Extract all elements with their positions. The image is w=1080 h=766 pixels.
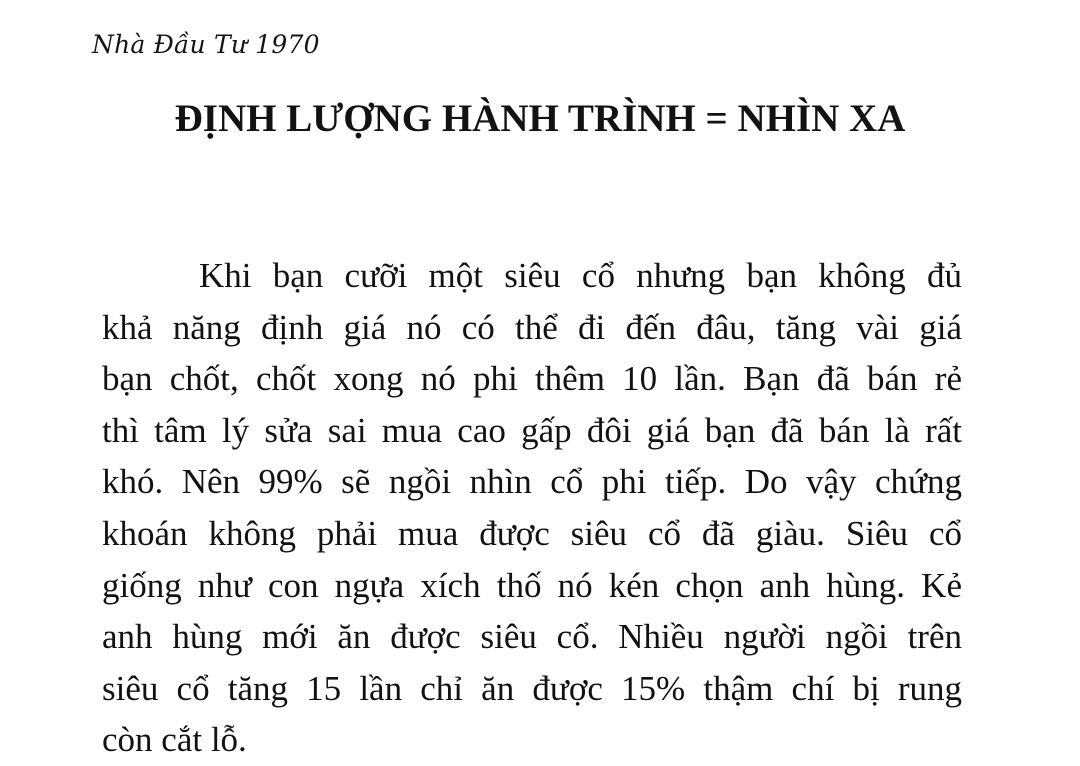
paragraph-line: thì tâm lý sửa sai mua cao gấp đôi giá bạn đã bán là rất xyxy=(102,410,962,450)
paragraph-line: giống như con ngựa xích thố nó kén chọn anh hùng. Kẻ xyxy=(102,565,962,605)
paragraph-line: khó. Nên 99% sẽ ngồi nhìn cổ phi tiếp. Do vậy chứng xyxy=(102,462,962,502)
paragraph-line: siêu cổ tăng 15 lần chỉ ăn được 15% thậm chí bị rung xyxy=(102,668,962,708)
header-note: Nhà Đầu Tư 1970 xyxy=(92,30,320,59)
page-title: ĐỊNH LƯỢNG HÀNH TRÌNH = NHÌN XA xyxy=(174,97,906,140)
paragraph-line: Khi bạn cưỡi một siêu cổ nhưng bạn không đủ xyxy=(199,256,962,295)
body-paragraph xyxy=(102,250,962,766)
paragraph-line: còn cắt lỗ. xyxy=(102,720,247,760)
paragraph-line: anh hùng mới ăn được siêu cổ. Nhiều người ngồi trên xyxy=(102,617,962,657)
paragraph-line: khả năng định giá nó có thể đi đến đâu, tăng vài giá xyxy=(102,307,962,347)
paragraph-line: khoán không phải mua được siêu cổ đã giàu. Siêu cổ xyxy=(102,513,962,553)
paragraph-line: bạn chốt, chốt xong nó phi thêm 10 lần. Bạn đã bán rẻ xyxy=(102,359,962,399)
